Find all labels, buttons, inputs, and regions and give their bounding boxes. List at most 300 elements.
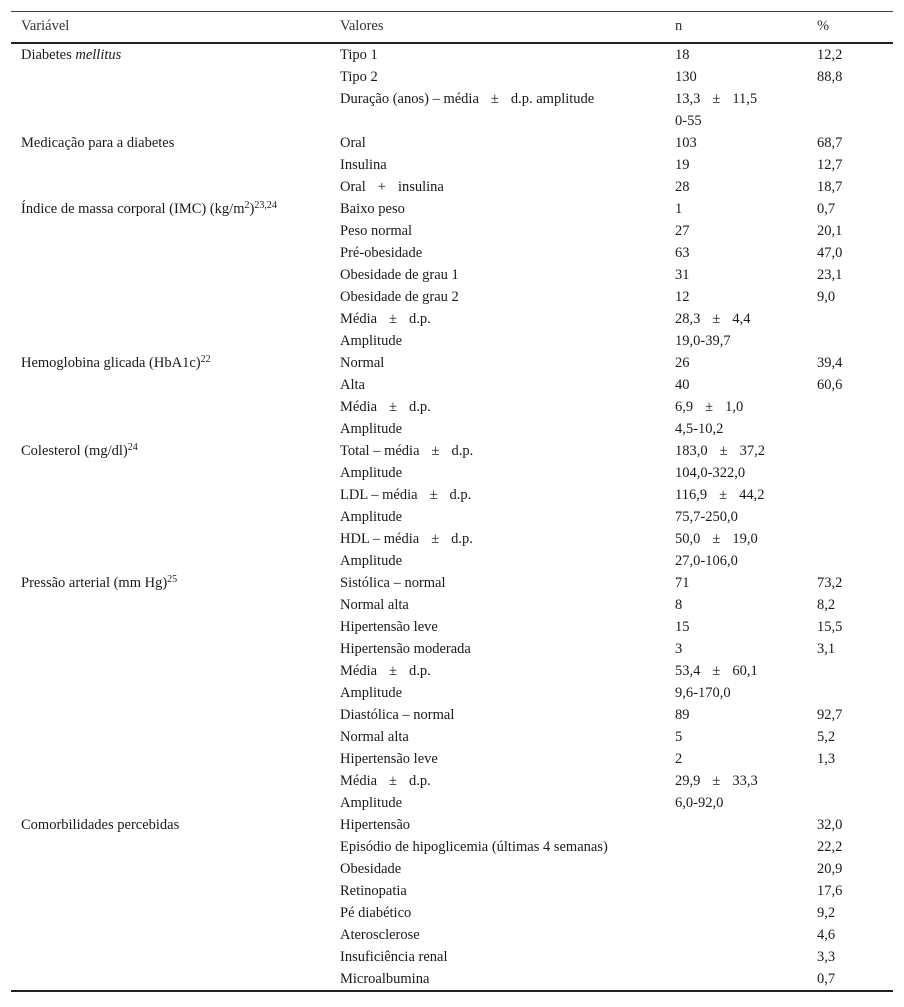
cell-n: [665, 264, 807, 286]
cell-value: [330, 594, 665, 616]
operator-symbol: ±: [429, 486, 438, 503]
plus-minus-symbol: ±: [719, 442, 728, 459]
cell-value: [330, 902, 665, 924]
cell-variable: [11, 418, 330, 440]
percent-value: 17,6: [817, 882, 843, 899]
value-label-secondary: d.p.: [451, 530, 473, 547]
value-label: Amplitude: [340, 420, 403, 437]
n-value: 63: [675, 244, 690, 261]
cell-n: [665, 792, 807, 814]
cell-percent: [807, 330, 893, 352]
value-label: Normal alta: [340, 596, 409, 613]
cell-value: [330, 440, 665, 462]
percent-value: 39,4: [817, 354, 843, 371]
value-label: Baixo peso: [340, 200, 405, 217]
mean-value: 28,3: [675, 310, 701, 327]
cell-n: [665, 330, 807, 352]
plus-minus-symbol: ±: [705, 398, 714, 415]
cell-n: [665, 220, 807, 242]
cell-variable: [11, 88, 330, 110]
cell-value: [330, 88, 665, 110]
value-label: Insuficiência renal: [340, 948, 448, 965]
table-row: [11, 792, 893, 814]
cell-percent: [807, 396, 893, 418]
cell-variable: [11, 638, 330, 660]
cell-n: [665, 176, 807, 198]
mean-value: 29,9: [675, 772, 701, 789]
table-header-row: [11, 12, 893, 43]
cell-variable: [11, 902, 330, 924]
table-row: [11, 528, 893, 550]
n-value: 27,0-106,0: [675, 552, 738, 569]
n-value: 103: [675, 134, 697, 151]
table-row: [11, 396, 893, 418]
value-label: Amplitude: [340, 332, 403, 349]
value-label: Peso normal: [340, 222, 413, 239]
value-label-secondary: d.p.: [451, 442, 474, 459]
cell-value: [330, 726, 665, 748]
cell-variable: [11, 792, 330, 814]
cell-n: [665, 748, 807, 770]
cell-variable: [11, 198, 330, 220]
cell-percent: [807, 308, 893, 330]
table-row: [11, 902, 893, 924]
table-row: [11, 88, 893, 110]
cell-n: [665, 550, 807, 572]
percent-value: 20,1: [817, 222, 843, 239]
table-row: [11, 836, 893, 858]
cell-variable: [11, 880, 330, 902]
cell-percent: [807, 792, 893, 814]
n-value: 1: [675, 200, 683, 217]
operator-symbol: ±: [389, 398, 398, 415]
cell-percent: [807, 836, 893, 858]
cell-variable: [11, 968, 330, 991]
value-label: Retinopatia: [340, 882, 407, 899]
cell-n: [665, 594, 807, 616]
table-row: [11, 858, 893, 880]
cell-percent: [807, 264, 893, 286]
table-row: [11, 638, 893, 660]
reference-superscript: 23,24: [254, 199, 277, 211]
value-label: Normal: [340, 354, 385, 371]
cell-percent: [807, 88, 893, 110]
percent-value: 9,0: [817, 288, 836, 305]
cell-value: [330, 374, 665, 396]
cell-variable: [11, 352, 330, 374]
n-value: 40: [675, 376, 690, 393]
table-row: [11, 132, 893, 154]
cell-value: [330, 418, 665, 440]
cell-percent: [807, 176, 893, 198]
cell-variable: [11, 704, 330, 726]
cell-n: [665, 308, 807, 330]
n-value: 8: [675, 596, 683, 613]
value-label: Obesidade de grau 2: [340, 288, 459, 305]
variable-label: Hemoglobina glicada (HbA1c): [21, 354, 201, 371]
cell-value: [330, 792, 665, 814]
cell-percent: [807, 198, 893, 220]
cell-variable: [11, 396, 330, 418]
value-label: Insulina: [340, 156, 387, 173]
cell-percent: [807, 704, 893, 726]
cell-value: [330, 154, 665, 176]
cell-variable: [11, 616, 330, 638]
cell-n: [665, 110, 807, 132]
cell-n: [665, 154, 807, 176]
cell-variable: [11, 308, 330, 330]
n-value: 104,0-322,0: [675, 464, 746, 481]
value-label-secondary: d.p. amplitude: [510, 90, 595, 107]
cell-value: [330, 616, 665, 638]
percent-value: 23,1: [817, 266, 843, 283]
operator-symbol: ±: [389, 772, 398, 789]
value-label: LDL – média: [340, 486, 418, 503]
value-label-secondary: d.p.: [409, 398, 431, 415]
cell-percent: [807, 66, 893, 88]
value-label: Obesidade: [340, 860, 402, 877]
n-value: 4,5-10,2: [675, 420, 724, 437]
n-value: 5: [675, 728, 683, 745]
value-label: Alta: [340, 376, 365, 393]
cell-variable: [11, 264, 330, 286]
cell-value: [330, 242, 665, 264]
value-label: HDL – média: [340, 530, 420, 547]
cell-percent: [807, 242, 893, 264]
cell-percent: [807, 924, 893, 946]
n-value: 6,0-92,0: [675, 794, 724, 811]
cell-value: [330, 396, 665, 418]
n-value: 75,7-250,0: [675, 508, 738, 525]
percent-value: 3,3: [817, 948, 836, 965]
value-label: Hipertensão leve: [340, 618, 438, 635]
cell-variable: [11, 132, 330, 154]
cell-percent: [807, 528, 893, 550]
cell-variable: [11, 814, 330, 836]
cell-value: [330, 176, 665, 198]
value-label: Pé diabético: [340, 904, 412, 921]
value-label: Obesidade de grau 1: [340, 266, 459, 283]
cell-n: [665, 286, 807, 308]
cell-variable: [11, 572, 330, 594]
cell-percent: [807, 968, 893, 991]
n-value: 15: [675, 618, 690, 635]
cell-n: [665, 352, 807, 374]
percent-value: 3,1: [817, 640, 836, 657]
cell-value: [330, 330, 665, 352]
value-label: Diastólica – normal: [340, 706, 455, 723]
cell-percent: [807, 902, 893, 924]
operator-symbol: ±: [389, 662, 398, 679]
cell-value: [330, 308, 665, 330]
table-row: [11, 198, 893, 220]
table-row: [11, 550, 893, 572]
reference-superscript: 25: [167, 573, 178, 585]
variable-label: Colesterol (mg/dl): [21, 442, 128, 459]
header-n: n: [665, 12, 807, 43]
value-label: Amplitude: [340, 552, 403, 569]
cell-value: [330, 506, 665, 528]
cell-n: [665, 572, 807, 594]
cell-n: [665, 528, 807, 550]
reference-superscript: 24: [127, 441, 138, 453]
cell-value: [330, 550, 665, 572]
value-label-secondary: d.p.: [409, 310, 431, 327]
cell-n: [665, 968, 807, 991]
cell-value: [330, 264, 665, 286]
cell-percent: [807, 682, 893, 704]
percent-value: 47,0: [817, 244, 843, 261]
table-row: [11, 66, 893, 88]
cell-n: [665, 902, 807, 924]
value-label: Episódio de hipoglicemia (últimas 4 semanas): [340, 838, 608, 855]
operator-symbol: +: [377, 178, 386, 195]
cell-percent: [807, 572, 893, 594]
mean-value: 116,9: [675, 486, 708, 503]
table-row: [11, 110, 893, 132]
percent-value: 12,2: [817, 46, 843, 63]
cell-value: [330, 770, 665, 792]
percent-value: 15,5: [817, 618, 843, 635]
cell-n: [665, 638, 807, 660]
cell-value: [330, 220, 665, 242]
table-row: [11, 264, 893, 286]
cell-percent: [807, 638, 893, 660]
cell-variable: [11, 154, 330, 176]
percent-value: 8,2: [817, 596, 836, 613]
table-row: [11, 330, 893, 352]
n-value: 2: [675, 750, 683, 767]
value-label: Hipertensão: [340, 816, 411, 833]
n-value: 130: [675, 68, 697, 85]
cell-percent: [807, 814, 893, 836]
cell-variable: [11, 440, 330, 462]
variable-label: Índice de massa corporal (IMC) (kg/m: [21, 200, 245, 217]
value-label: Amplitude: [340, 464, 403, 481]
value-label: Oral: [340, 178, 366, 195]
cell-value: [330, 924, 665, 946]
cell-variable: [11, 858, 330, 880]
mean-value: 53,4: [675, 662, 701, 679]
cell-n: [665, 396, 807, 418]
cell-variable: [11, 374, 330, 396]
value-label: Normal alta: [340, 728, 409, 745]
percent-value: 1,3: [817, 750, 836, 767]
n-value: 71: [675, 574, 690, 591]
mean-value: 183,0: [675, 442, 708, 459]
cell-percent: [807, 374, 893, 396]
cell-n: [665, 704, 807, 726]
value-label-secondary: d.p.: [409, 662, 431, 679]
value-label-secondary: d.p.: [409, 772, 431, 789]
plus-minus-symbol: ±: [712, 90, 721, 107]
cell-value: [330, 748, 665, 770]
cell-percent: [807, 660, 893, 682]
table-row: [11, 506, 893, 528]
cell-percent: [807, 352, 893, 374]
cell-value: [330, 484, 665, 506]
value-label: Amplitude: [340, 508, 403, 525]
percent-value: 0,7: [817, 200, 836, 217]
sd-value: 33,3: [732, 772, 758, 789]
table-row: [11, 748, 893, 770]
table-row: [11, 946, 893, 968]
cell-n: [665, 836, 807, 858]
sd-value: 60,1: [732, 662, 758, 679]
sd-value: 1,0: [725, 398, 744, 415]
n-value: 18: [675, 46, 690, 63]
table-row: [11, 308, 893, 330]
cell-value: [330, 462, 665, 484]
cell-n: [665, 66, 807, 88]
variable-superscript: 2: [244, 199, 250, 211]
n-value: 31: [675, 266, 690, 283]
cell-percent: [807, 506, 893, 528]
n-value: 19,0-39,7: [675, 332, 731, 349]
sd-value: 11,5: [732, 90, 758, 107]
percent-value: 88,8: [817, 68, 843, 85]
cell-percent: [807, 726, 893, 748]
cell-value: [330, 352, 665, 374]
plus-minus-symbol: ±: [712, 530, 721, 547]
cell-value: [330, 880, 665, 902]
cell-percent: [807, 286, 893, 308]
percent-value: 18,7: [817, 178, 843, 195]
n-value: 0-55: [675, 112, 702, 129]
cell-variable: [11, 330, 330, 352]
n-value: 28: [675, 178, 690, 195]
cell-value: [330, 572, 665, 594]
cell-value: [330, 660, 665, 682]
percent-value: 92,7: [817, 706, 843, 723]
cell-variable: [11, 836, 330, 858]
cell-n: [665, 946, 807, 968]
variable-label-suffix: ): [249, 200, 255, 217]
cell-variable: [11, 726, 330, 748]
table-row: [11, 418, 893, 440]
cell-variable: [11, 242, 330, 264]
cell-variable: [11, 550, 330, 572]
cell-value: [330, 286, 665, 308]
cell-n: [665, 374, 807, 396]
cell-value: [330, 66, 665, 88]
cell-variable: [11, 66, 330, 88]
reference-superscript: 22: [200, 353, 211, 365]
variable-label: Pressão arterial (mm Hg): [21, 574, 168, 591]
percent-value: 60,6: [817, 376, 843, 393]
n-value: 3: [675, 640, 683, 657]
table-row: [11, 484, 893, 506]
table-row: [11, 176, 893, 198]
cell-n: [665, 682, 807, 704]
value-label: Média: [340, 310, 378, 327]
mean-value: 6,9: [675, 398, 694, 415]
plus-minus-symbol: ±: [712, 772, 721, 789]
value-label: Duração (anos) – média: [340, 90, 479, 107]
cell-percent: [807, 220, 893, 242]
cell-variable: [11, 946, 330, 968]
n-value: 27: [675, 222, 690, 239]
cell-n: [665, 440, 807, 462]
cell-value: [330, 858, 665, 880]
table-row: [11, 220, 893, 242]
cell-variable: [11, 220, 330, 242]
cell-n: [665, 770, 807, 792]
table-row: [11, 770, 893, 792]
value-label: Sistólica – normal: [340, 574, 446, 591]
variable-label: Diabetes: [21, 46, 76, 63]
cell-value: [330, 836, 665, 858]
cell-n: [665, 880, 807, 902]
percent-value: 4,6: [817, 926, 836, 943]
cell-percent: [807, 132, 893, 154]
n-value: 12: [675, 288, 690, 305]
cell-variable: [11, 43, 330, 66]
plus-minus-symbol: ±: [719, 486, 728, 503]
plus-minus-symbol: ±: [712, 310, 721, 327]
value-label-secondary: insulina: [397, 178, 444, 195]
value-label: Hipertensão moderada: [340, 640, 471, 657]
cell-n: [665, 462, 807, 484]
cell-variable: [11, 484, 330, 506]
table-row: [11, 440, 893, 462]
table-row: [11, 594, 893, 616]
table-row: [11, 462, 893, 484]
operator-symbol: ±: [389, 310, 398, 327]
percent-value: 68,7: [817, 134, 843, 151]
table-row: [11, 286, 893, 308]
cell-variable: [11, 748, 330, 770]
cell-variable: [11, 110, 330, 132]
data-table-container: [11, 11, 893, 992]
operator-symbol: ±: [431, 530, 440, 547]
table-row: [11, 43, 893, 66]
cell-value: [330, 132, 665, 154]
table-row: [11, 968, 893, 991]
cell-n: [665, 132, 807, 154]
cell-n: [665, 242, 807, 264]
cell-percent: [807, 110, 893, 132]
cell-percent: [807, 484, 893, 506]
percent-value: 5,2: [817, 728, 836, 745]
cell-n: [665, 726, 807, 748]
sd-value: 44,2: [739, 486, 765, 503]
n-value: 26: [675, 354, 690, 371]
n-value: 89: [675, 706, 690, 723]
cell-value: [330, 814, 665, 836]
cell-percent: [807, 43, 893, 66]
cell-variable: [11, 682, 330, 704]
cell-value: [330, 704, 665, 726]
cell-percent: [807, 594, 893, 616]
cell-n: [665, 418, 807, 440]
value-label: Média: [340, 772, 378, 789]
table-row: [11, 726, 893, 748]
table-row: [11, 154, 893, 176]
percent-value: 22,2: [817, 838, 843, 855]
cell-value: [330, 682, 665, 704]
cell-n: [665, 814, 807, 836]
value-label: Amplitude: [340, 684, 403, 701]
cell-percent: [807, 858, 893, 880]
variable-label: Comorbilidades percebidas: [21, 816, 180, 833]
cell-variable: [11, 770, 330, 792]
value-label: Tipo 2: [340, 68, 378, 85]
header-percent: %: [807, 12, 893, 43]
sd-value: 37,2: [739, 442, 765, 459]
value-label: Total – média: [340, 442, 420, 459]
sd-value: 19,0: [732, 530, 758, 547]
